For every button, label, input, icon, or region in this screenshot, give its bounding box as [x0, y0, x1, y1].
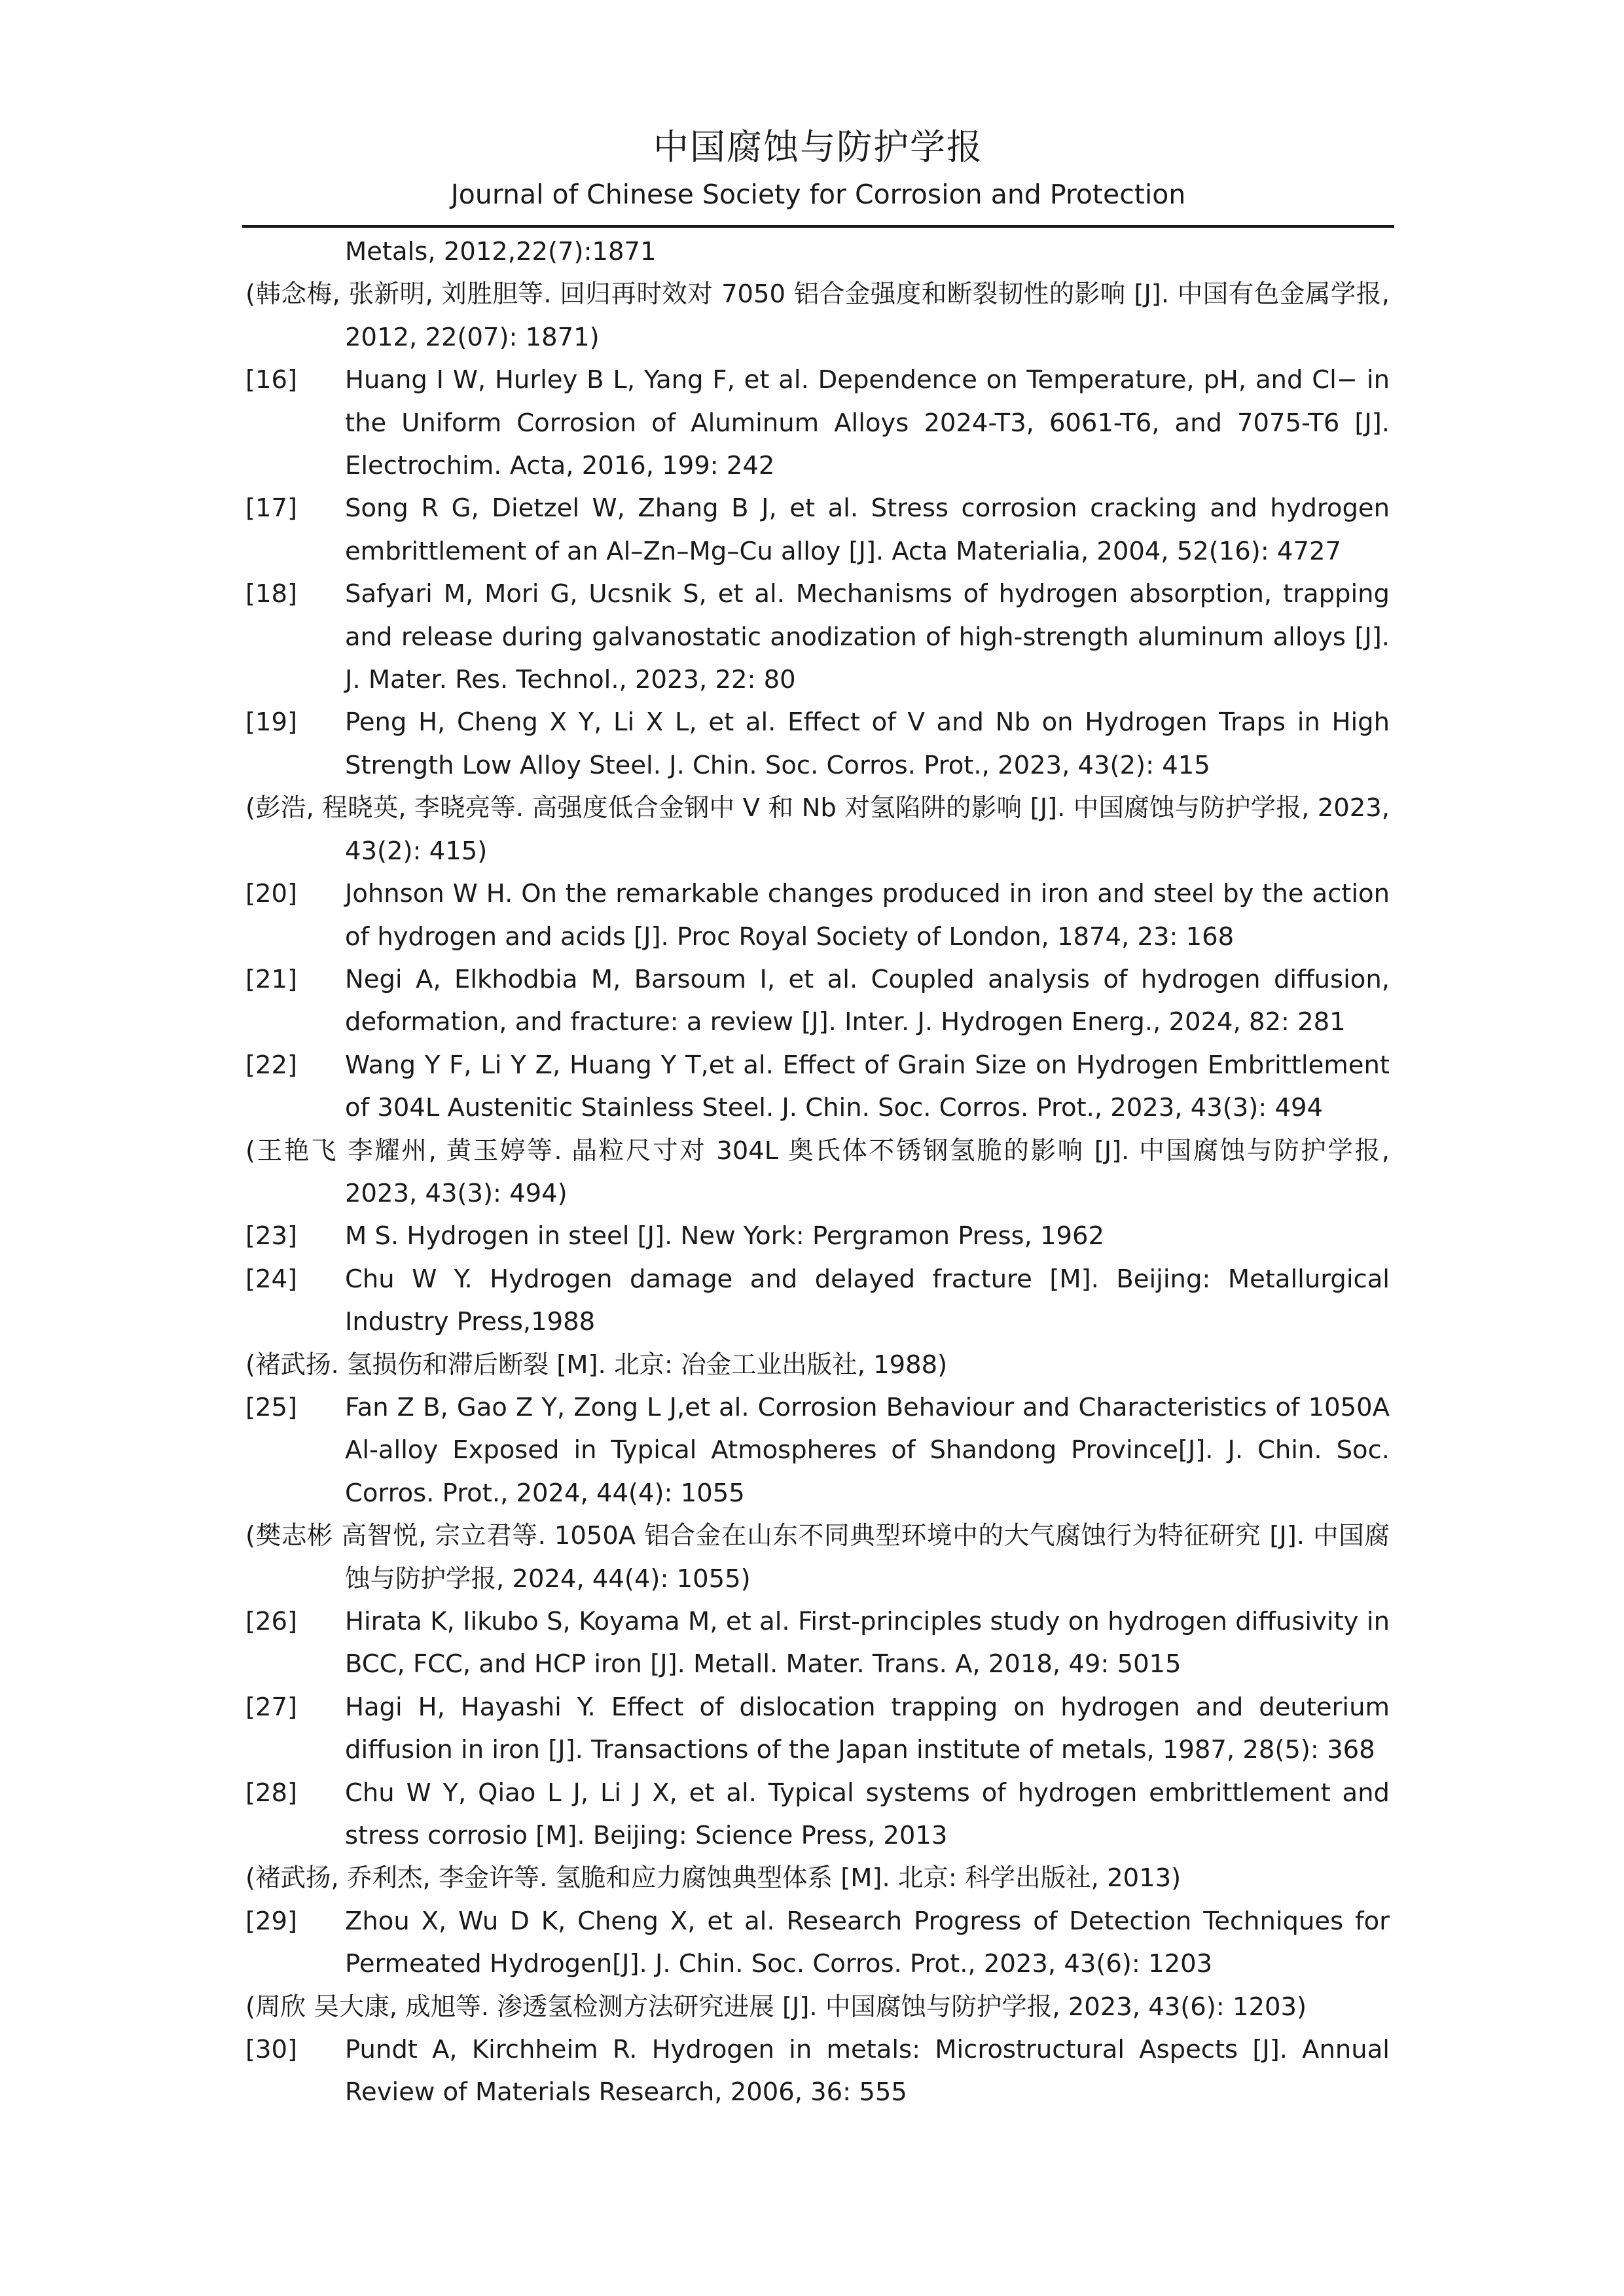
reference-item: [245, 958, 1390, 1044]
reference-text: Wang Y F, Li Y Z, Huang Y T,et al. Effect of Grain Size on Hydrogen Embrittlement of 304L Austenitic Stainless Steel. J. Chin. Soc. Corros. Prot., 2023, 43(3): 494: [345, 1050, 1390, 1123]
reference-item: [245, 872, 1390, 958]
reference-chinese-translation: (褚武扬. 氢损伤和滞后断裂 [M]. 北京: 冶金工业出版社, 1988): [245, 1350, 948, 1380]
reference-chinese-translation: (韩念梅, 张新明, 刘胜胆等. 回归再时效对 7050 铝合金强度和断裂韧性的影响 [J]. 中国有色金属学报, 2012, 22(07): 1871): [245, 279, 1390, 352]
reference-item: [245, 1044, 1390, 1130]
reference-continuation: Metals, 2012,22(7):1871: [345, 237, 657, 266]
reference-item: [245, 701, 1390, 787]
reference-number: [26]: [245, 1607, 298, 1636]
reference-text: Safyari M, Mori G, Ucsnik S, et al. Mechanisms of hydrogen absorption, trapping and release during galvanostatic anodization of high-strength aluminum alloys [J]. J. Mater. Res. Technol., 2023, 22: 80: [345, 579, 1390, 695]
reference-number: [17]: [245, 493, 298, 524]
reference-chinese-translation: (周欣 吴大康, 成旭等. 渗透氢检测方法研究进展 [J]. 中国腐蚀与防护学报, 2023, 43(6): 1203): [245, 1992, 1307, 2022]
header-divider: [242, 225, 1394, 228]
reference-number: [27]: [245, 1692, 298, 1722]
reference-number: [18]: [245, 579, 298, 609]
reference-item: [245, 2028, 1390, 2114]
reference-text: Song R G, Dietzel W, Zhang B J, et al. Stress corrosion cracking and hydrogen embrittlement of an Al–Zn–Mg–Cu alloy [J]. Acta Materialia, 2004, 52(16): 4727: [345, 493, 1390, 566]
reference-text: Huang I W, Hurley B L, Yang F, et al. Dependence on Temperature, pH, and Cl− in the Uniform Corrosion of Aluminum Alloys 2024-T3, 6061-T6, and 7075-T6 [J]. Electrochim. Acta, 2016, 199: 242: [345, 365, 1390, 481]
reference-text: Zhou X, Wu D K, Cheng X, et al. Research Progress of Detection Techniques for Permeated Hydrogen[J]. J. Chin. Soc. Corros. Prot., 2023, 43(6): 1203: [345, 1906, 1390, 1979]
reference-item: [245, 1772, 1390, 1857]
reference-item: [245, 487, 1390, 573]
reference-number: [29]: [245, 1906, 298, 1936]
reference-number: [25]: [245, 1392, 298, 1422]
reference-number: [28]: [245, 1778, 298, 1808]
reference-item: [245, 573, 1390, 701]
reference-number: [20]: [245, 879, 298, 909]
reference-chinese-translation: (王艳飞 李耀州, 黄玉婷等. 晶粒尺寸对 304L 奥氏体不锈钢氢脆的影响 [J]. 中国腐蚀与防护学报, 2023, 43(3): 494): [245, 1136, 1390, 1208]
journal-title-cn: 中国腐蚀与防护学报: [653, 126, 983, 168]
reference-text: Hirata K, Iikubo S, Koyama M, et al. First-principles study on hydrogen diffusivity in BCC, FCC, and HCP iron [J]. Metall. Mater. Trans. A, 2018, 49: 5015: [345, 1607, 1390, 1679]
reference-number: [30]: [245, 2035, 298, 2065]
reference-text: Hagi H, Hayashi Y. Effect of dislocation trapping on hydrogen and deuterium diffusion in iron [J]. Transactions of the Japan institute of metals, 1987, 28(5): 368: [345, 1692, 1390, 1765]
reference-chinese-translation: (彭浩, 程晓英, 李晓亮等. 高强度低合金钢中 V 和 Nb 对氢陷阱的影响 [J]. 中国腐蚀与防护学报, 2023, 43(2): 415): [245, 793, 1390, 866]
reference-chinese-translation: (褚武扬, 乔利杰, 李金许等. 氢脆和应力腐蚀典型体系 [M]. 北京: 科学出版社, 2013): [245, 1863, 1182, 1893]
reference-item: [245, 1386, 1390, 1515]
reference-number: [21]: [245, 964, 298, 994]
journal-header: [242, 121, 1394, 214]
reference-text: Chu W Y. Hydrogen damage and delayed fracture [M]. Beijing: Metallurgical Industry Press,1988: [345, 1264, 1390, 1337]
reference-chinese-translation: (樊志彬 高智悦, 宗立君等. 1050A 铝合金在山东不同典型环境中的大气腐蚀行为特征研究 [J]. 中国腐蚀与防护学报, 2024, 44(4): 1055): [245, 1521, 1390, 1594]
reference-number: [22]: [245, 1050, 298, 1080]
reference-text: Johnson W H. On the remarkable changes produced in iron and steel by the action of hydrogen and acids [J]. Proc Royal Society of London, 1874, 23: 168: [345, 879, 1390, 952]
reference-text: Negi A, Elkhodbia M, Barsoum I, et al. Coupled analysis of hydrogen diffusion, deformation, and fracture: a review [J]. Inter. J. Hydrogen Energ., 2024, 82: 281: [345, 964, 1390, 1037]
reference-item: [245, 1900, 1390, 1986]
reference-text: Chu W Y, Qiao L J, Li J X, et al. Typical systems of hydrogen embrittlement and stress corrosio [M]. Beijing: Science Press, 2013: [345, 1778, 1390, 1851]
reference-item: [245, 1258, 1390, 1344]
journal-title-en: Journal of Chinese Society for Corrosion and Protection: [450, 179, 1186, 210]
reference-number: [16]: [245, 365, 298, 395]
reference-item: [245, 1686, 1390, 1772]
reference-number: [19]: [245, 708, 298, 738]
reference-list: [245, 230, 1390, 2114]
reference-number: [24]: [245, 1264, 298, 1294]
reference-text: M S. Hydrogen in steel [J]. New York: Pergramon Press, 1962: [345, 1221, 1105, 1251]
reference-item: [245, 1600, 1390, 1686]
reference-item: [245, 359, 1390, 487]
reference-text: Pundt A, Kirchheim R. Hydrogen in metals: Microstructural Aspects [J]. Annual Review of Materials Research, 2006, 36: 555: [345, 2035, 1390, 2108]
reference-number: [23]: [245, 1221, 298, 1251]
reference-text: Fan Z B, Gao Z Y, Zong L J,et al. Corrosion Behaviour and Characteristics of 1050A Al-alloy Exposed in Typical Atmospheres of Shandong Province[J]. J. Chin. Soc. Corros. Prot., 2024, 44(4): 1055: [345, 1392, 1390, 1508]
reference-item: [245, 1215, 1390, 1257]
reference-text: Peng H, Cheng X Y, Li X L, et al. Effect of V and Nb on Hydrogen Traps in High Strength Low Alloy Steel. J. Chin. Soc. Corros. Prot., 2023, 43(2): 415: [345, 708, 1390, 780]
